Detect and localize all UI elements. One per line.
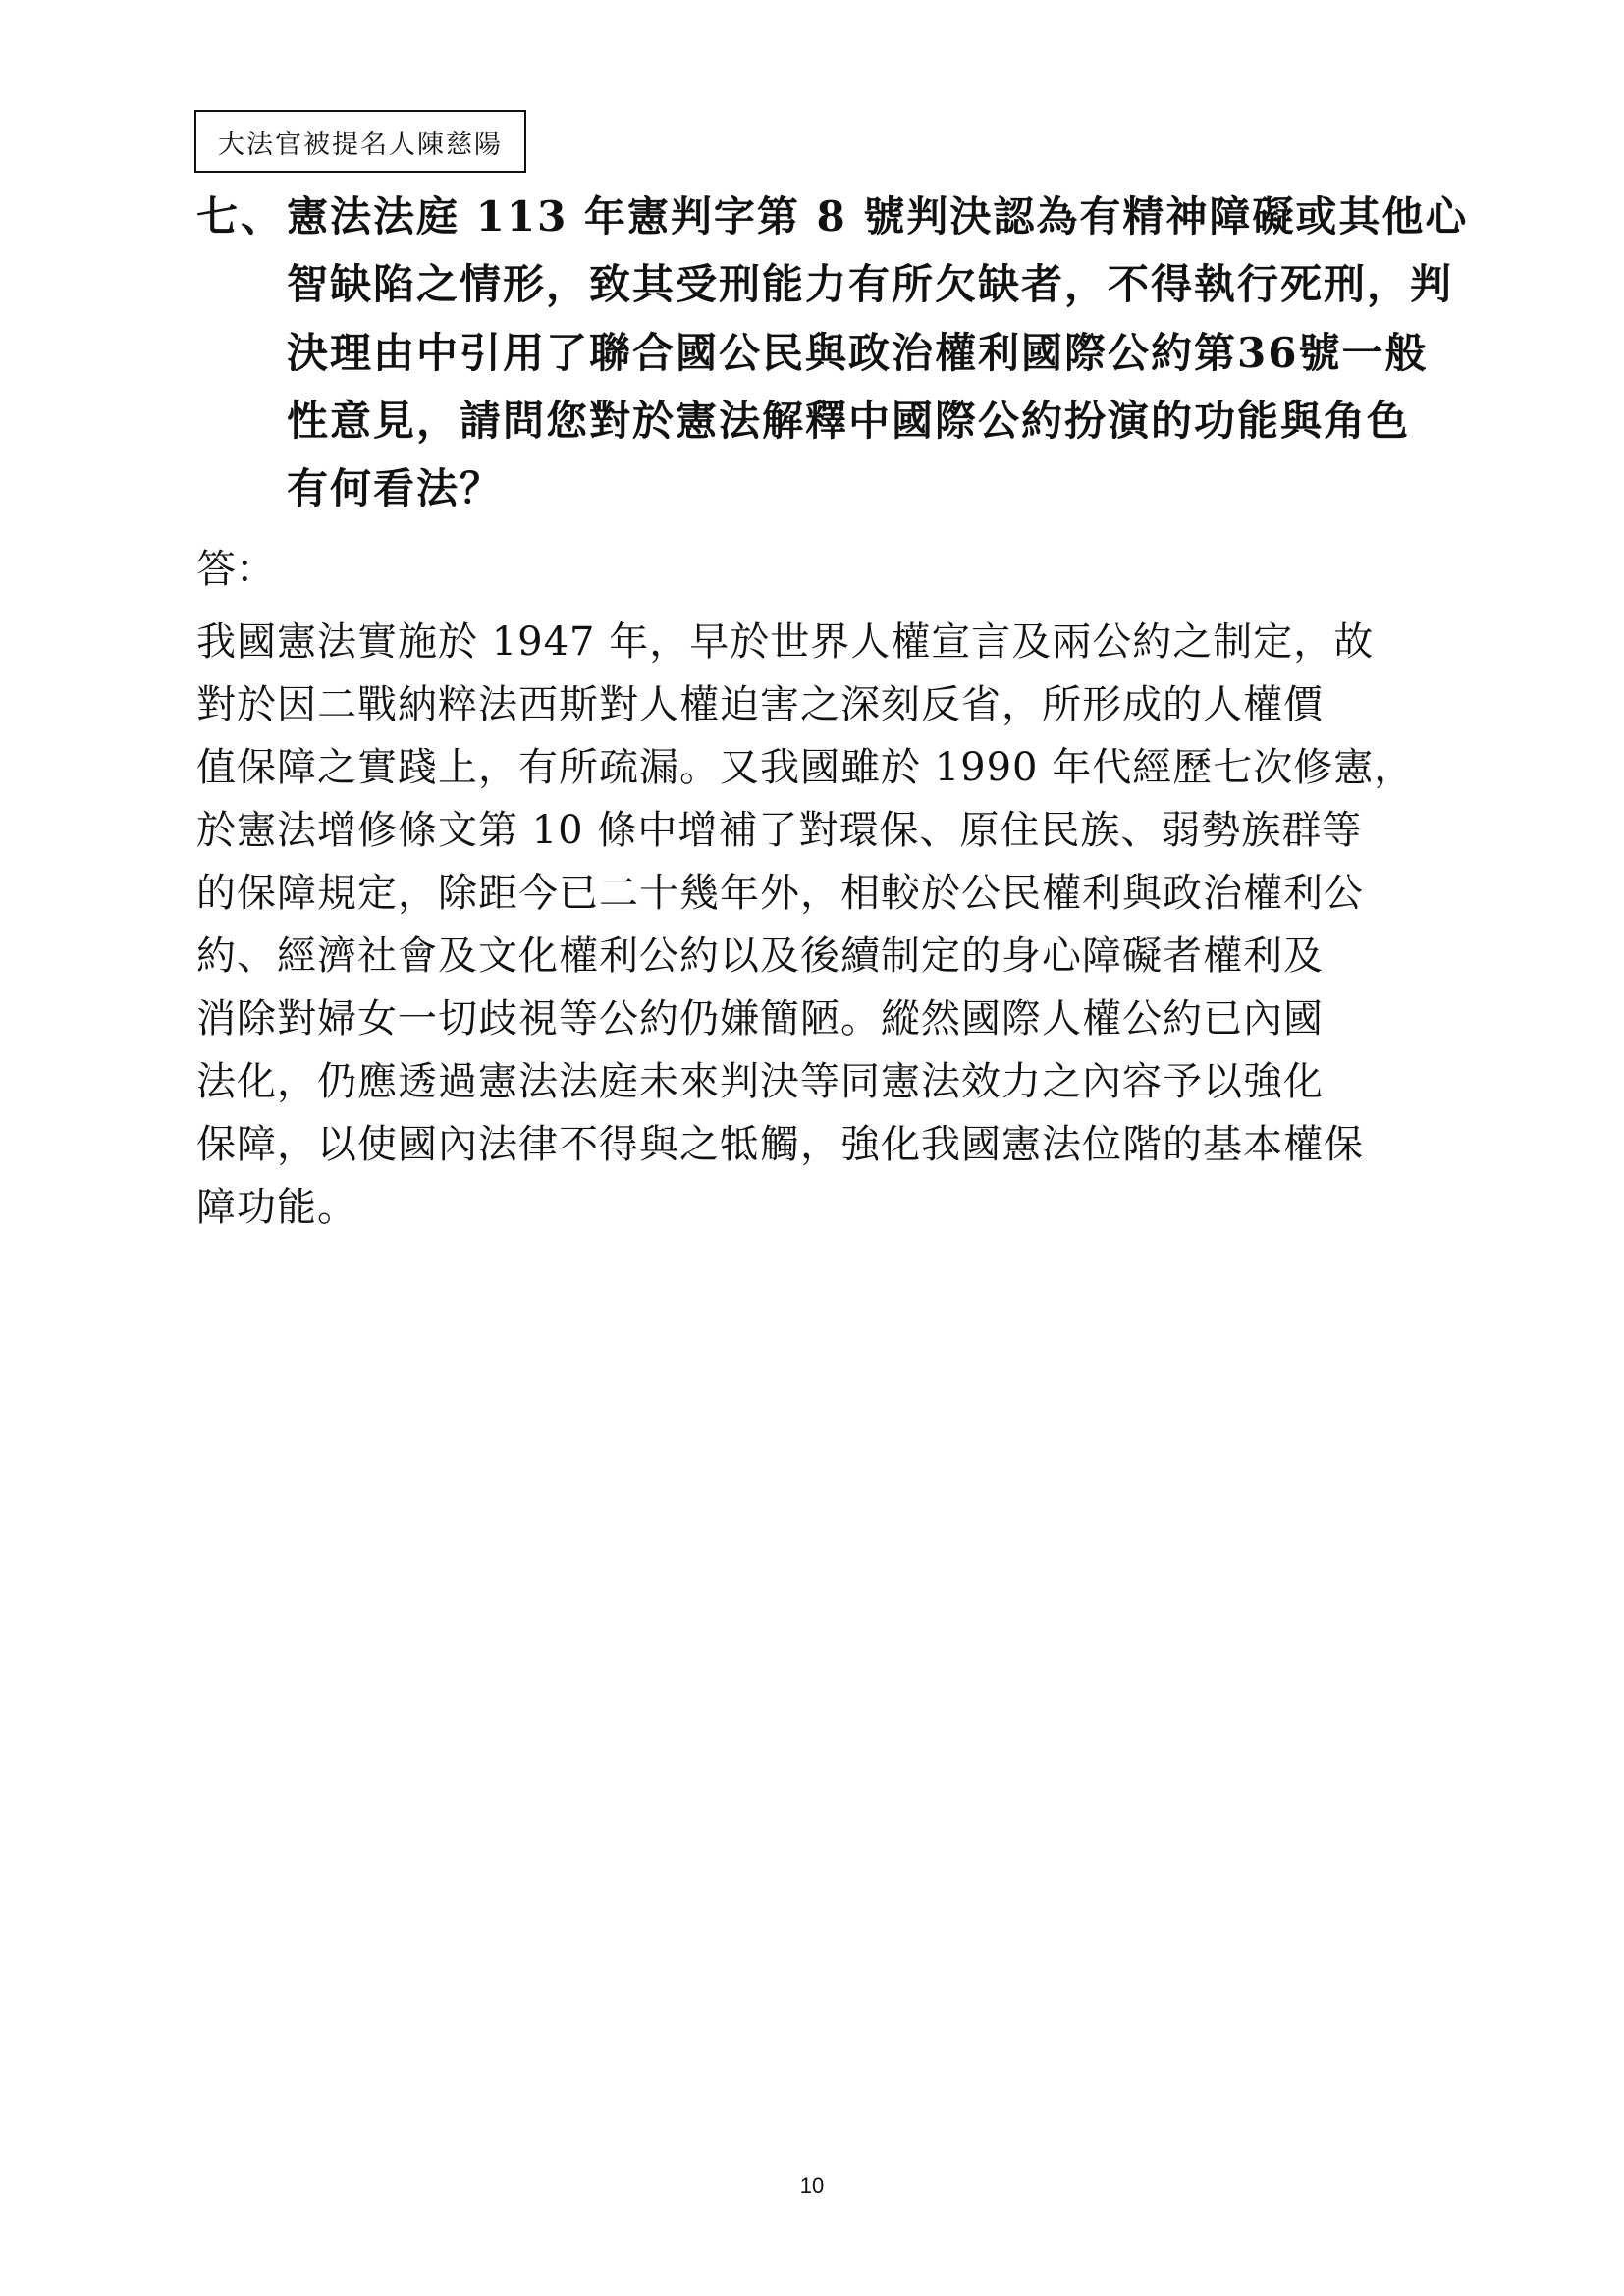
answer-line: 值保障之實踐上，有所疏漏。又我國雖於 1990 年代經歷七次修憲， [196,745,1415,790]
answer-line: 法化，仍應透過憲法法庭未來判決等同憲法效力之內容予以強化 [196,1059,1324,1104]
answer-line: 障功能。 [196,1185,357,1230]
page-number: 10 [799,2173,825,2198]
answer-label: 答： [196,547,275,592]
answer-line: 於憲法增修條文第 10 條中增補了對環保、原住民族、弱勢族群等 [196,808,1363,853]
question-line: 智缺陷之情形，致其受刑能力有所欠缺者，不得執行死刑，判 [287,260,1454,309]
answer-line: 對於因二戰納粹法西斯對人權迫害之深刻反省，所形成的人權價 [196,682,1324,727]
question-line: 性意見，請問您對於憲法解釋中國際公約扮演的功能與角色 [287,396,1411,445]
question-line: 決理由中引用了聯合國公民與政治權利國際公約第36號一般 [287,328,1429,377]
question-line: 有何看法？ [287,464,504,513]
answer-line: 消除對婦女一切歧視等公約仍嫌簡陋。縱然國際人權公約已內國 [196,996,1324,1041]
answer-line: 的保障規定，除距今已二十幾年外，相較於公民權利與政治權利公 [196,871,1364,916]
nominee-label-box [194,110,526,173]
answer-line: 約、經濟社會及文化權利公約以及後續制定的身心障礙者權利及 [196,934,1324,979]
answer-line: 保障，以使國內法律不得與之牴觸，強化我國憲法位階的基本權保 [196,1122,1364,1167]
question-block [196,183,1469,522]
nominee-label: 大法官被提名人陳慈陽 [218,129,503,160]
question-number: 七、 [196,192,286,240]
answer-line: 我國憲法實施於 1947 年，早於世界人權宣言及兩公約之制定，故 [196,619,1375,665]
question-line: 憲法法庭 113 年憲判字第 8 號判決認為有精神障礙或其他心 [287,192,1469,240]
answer-body [196,611,1448,1239]
